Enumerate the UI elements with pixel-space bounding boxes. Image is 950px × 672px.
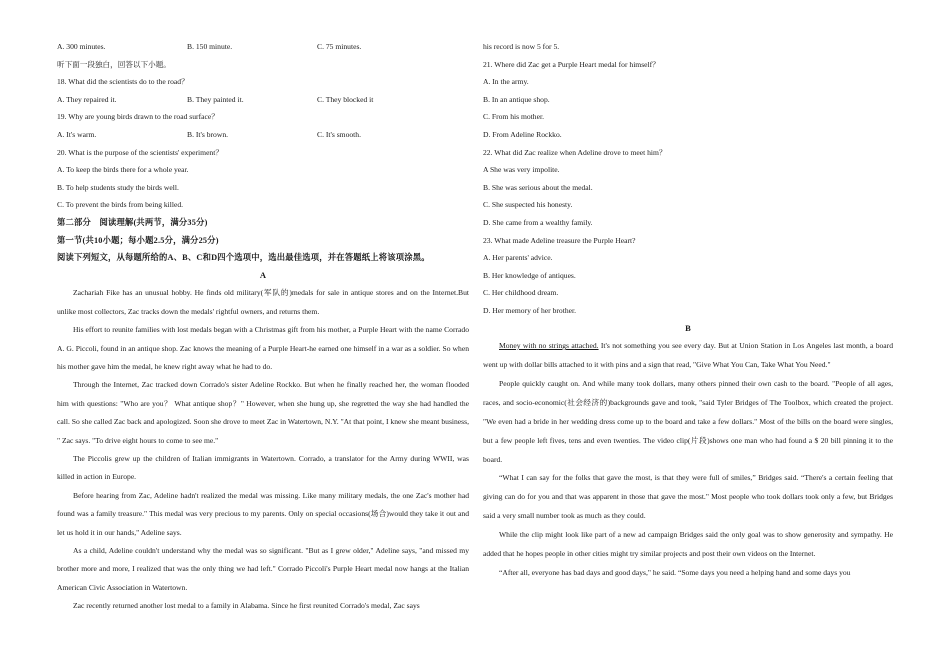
passage-a-paragraph: Zac recently returned another lost medal to a family in Alabama. Since he first reunited Corrado's medal, Zac says — [73, 601, 420, 611]
right-column — [483, 38, 893, 583]
q17-options — [57, 38, 469, 56]
option-a: A. In the army. — [483, 77, 529, 87]
option-a: A. To keep the birds there for a whole year. — [57, 165, 189, 175]
passage-a-paragraph: Before hearing from Zac, Adeline hadn't realized the medal was missing. Like many military medals, the one Zac's mother had found was a family treasure." This medal was very precious to my parents. Only on special occasions(场合)would they take it out and let us hold it in our hands," Adeline says. — [57, 490, 469, 537]
question-19: 19. Why are young birds drawn to the road surface？ — [57, 112, 219, 122]
question-18: 18. What did the scientists do to the road？ — [57, 77, 189, 87]
option-b: B. 150 minute. — [187, 42, 233, 51]
option-c: C. She suspected his honesty. — [483, 200, 573, 210]
option-a: A. Her parents' advice. — [483, 253, 553, 263]
passage-a-paragraph: Zachariah Fike has an unusual hobby. He finds old military(军队的)medals for sale in antique stores and on the Internet.But unlike most collectors, Zac tracks down the medals' rightful owners, and returns them. — [57, 288, 469, 316]
part2-heading: 第二部分 阅读理解(共两节，满分35分) — [57, 217, 208, 227]
passage-a-paragraph: The Piccolis grew up the children of Italian immigrants in Watertown. Corrado, a translator for the Army during WWII, was killed in action in Europe. — [57, 453, 469, 482]
option-a: A She was very impolite. — [483, 165, 560, 175]
passage-a-paragraph: As a child, Adeline couldn't understand why the medal was so significant. "But as I grew older," Adeline says, "and missed my brother more and more, I realized that was the only thing we had left." Corrado Piccoli's Purple Heart medal now hangs at the Italian American Civic Association in Watertown. — [57, 546, 469, 592]
passage-b-paragraph: People quickly caught on. And while many took dollars, many others pinned their own cash to the board. "People of all ages, races, and socio-economic(社会经济的)backgrounds gave and took, "said Tyler Bridges of The Toolbox, which created the project. "We even had a bride in her wedding dress come up to the board and take a few dollars." Most of the bills on the board were singles, but a few people left fives, tens and even twenties. The video clip(片段)shows one man who had found a $ 20 bill pinning it to the board. — [483, 378, 893, 464]
option-b: B. It's brown. — [187, 129, 229, 139]
option-c: C. Her childhood dream. — [483, 288, 559, 298]
option-a: A. They repaired it. — [57, 94, 117, 104]
option-b: B. She was serious about the medal. — [483, 182, 593, 192]
question-22: 22. What did Zac realize when Adeline drove to meet him？ — [483, 147, 667, 157]
option-b: B. In an antique shop. — [483, 94, 550, 104]
option-d: D. Her memory of her brother. — [483, 305, 576, 315]
option-c: C. To prevent the birds from being killed. — [57, 200, 184, 210]
q18-options — [57, 91, 469, 109]
question-23: 23. What made Adeline treasure the Purple Heart? — [483, 235, 636, 245]
option-c: C. From his mother. — [483, 112, 544, 122]
passage-b-paragraph: “After all, everyone has bad days and good days," he said. “Some days you need a helping hand and some days you — [499, 567, 851, 577]
passage-b-paragraph: “What I can say for the folks that gave the most, is that they were full of smiles,” Bridges said. “There's a certain feeling that giving can do for you and that was apparent in those that gave the most." Most people who took dollars took only a few, but Bridges said a very small number took as much as they could. — [483, 473, 893, 521]
option-c: C. They blocked it — [317, 94, 374, 104]
passage-a-paragraph: His effort to reunite families with lost medals began with a Christmas gift from his mother, a Purple Heart with the name Corrado A. G. Piccoli, found in an antique shop. Zac knows the meaning of a Purple Heart-he earned one himself in a war as a soldier. So when his mother gave him the medal, he knew right away what he had to do. — [57, 325, 469, 371]
option-b: B. Her knowledge of antiques. — [483, 270, 576, 280]
option-b: B. They painted it. — [187, 94, 244, 104]
passage-b-paragraph: While the clip might look like part of a new ad campaign Bridges said the only goal was to show generosity and sympathy. He added that he hopes people in other cities might try similar projects and post their own videos on the Internet. — [483, 530, 893, 559]
option-c: C. It's smooth. — [317, 129, 361, 139]
question-20: 20. What is the purpose of the scientists' experiment？ — [57, 147, 223, 157]
q19-options — [57, 126, 469, 144]
reading-instruction: 阅读下列短文，从每题所给的A、B、C和D四个选项中，选出最佳选项，并在答题纸上将该项涂黑。 — [57, 253, 430, 263]
passage-b-label: B — [685, 322, 691, 333]
passage-b-paragraph — [483, 337, 893, 375]
option-d: D. She came from a wealthy family. — [483, 217, 593, 227]
left-column — [57, 38, 469, 616]
passage-a-paragraph: Through the Internet, Zac tracked down Corrado's sister Adeline Rockko. But when he finally reached her, the woman flooded him with questions: "Who are you？ What antique shop？" However, when she hung up, she regretted the way she had handled the call. So she called Zac back and apologized. Soon she drove to meet Zac in Watertown, N.Y. "At that point, I knew she meant business, " Zac says. "To drive eight hours to come to see me." — [57, 380, 469, 445]
option-d: D. From Adeline Rockko. — [483, 129, 562, 139]
option-a: A. It's warm. — [57, 129, 97, 139]
option-c: C. 75 minutes. — [317, 42, 362, 51]
monologue-instruction: 听下面一段独白，回答以下小题。 — [57, 59, 171, 69]
passage-a-continuation: his record is now 5 for 5. — [483, 42, 560, 51]
passage-a-label: A — [259, 269, 267, 280]
paragraph-text: It's not something you see every day. But at Union Station in Los Angeles last month, a board went up with dollar bills attached to it with pins and a sign that read, "Give What You Can, Take What You Need." — [483, 341, 893, 369]
option-a: A. 300 minutes. — [57, 42, 106, 51]
option-b: B. To help students study the birds well. — [57, 182, 179, 192]
question-21: 21. Where did Zac get a Purple Heart medal for himself？ — [483, 59, 660, 69]
underlined-phrase: Money with no strings attached. — [499, 341, 599, 351]
section1-heading: 第一节(共10小题；每小题2.5分，满分25分) — [57, 235, 219, 245]
